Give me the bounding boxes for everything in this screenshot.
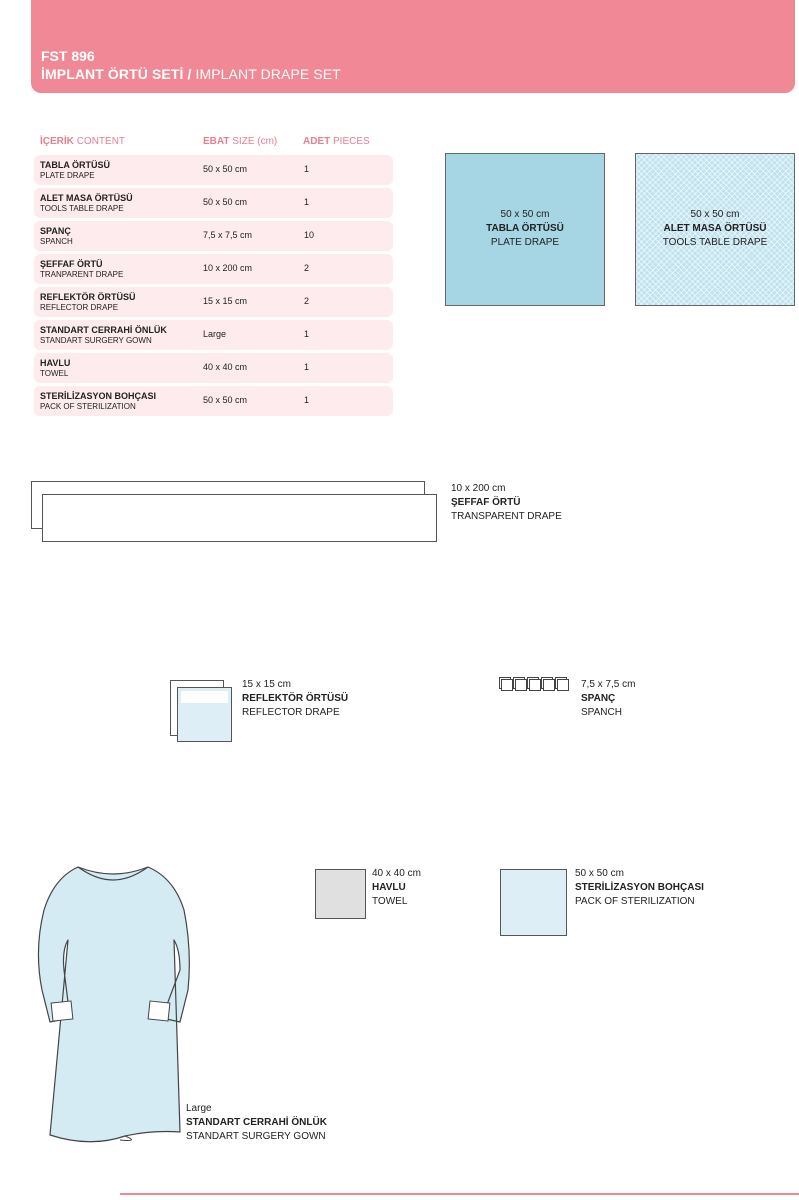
row-item-tr: STERİLİZASYON BOHÇASI [40,391,157,401]
row-item-en: SPANCH [40,237,73,246]
towel-name-tr: HAVLU [372,882,406,893]
reflector-name-en: REFLECTOR DRAPE [242,707,340,718]
row-qty: 2 [304,296,310,306]
transparent-drape-front [42,494,437,542]
row-size: 50 x 50 cm [203,395,248,405]
gown-name-tr: STANDART CERRAHİ ÖNLÜK [186,1117,327,1128]
spanch-name-tr: SPANÇ [581,693,616,704]
towel-label [372,867,421,909]
reflector-strip [181,691,228,703]
row-item-en: TRANPARENT DRAPE [40,270,124,279]
row-item-tr: REFLEKTÖR ÖRTÜSÜ [40,292,136,302]
sterilization-name-en: PACK OF STERILIZATION [575,896,695,907]
row-item-tr: ŞEFFAF ÖRTÜ [40,259,103,269]
col-size-en: SIZE (cm) [232,136,278,147]
transparent-name-tr: ŞEFFAF ÖRTÜ [451,497,521,508]
tools-name-tr: ALET MASA ÖRTÜSÜ [663,223,767,234]
transparent-drape-label [451,482,562,524]
table-row [34,221,393,251]
tools-table-drape-label [635,208,795,250]
surgical-gown-illustration [30,850,190,1146]
product-code: FST 896 [41,48,95,64]
row-size: 50 x 50 cm [203,164,248,174]
spanch-name-en: SPANCH [581,707,622,718]
table-row [34,353,393,383]
row-item-en: REFLECTOR DRAPE [40,303,119,312]
gown-size: Large [186,1103,212,1114]
row-item-tr: HAVLU [40,358,71,368]
row-qty: 1 [304,164,310,174]
spanch-label [581,678,635,720]
row-item-en: TOWEL [40,369,69,378]
transparent-size: 10 x 200 cm [451,483,506,494]
sterilization-pack-illustration [500,869,567,936]
row-item-tr: TABLA ÖRTÜSÜ [40,160,110,170]
table-row [34,254,393,284]
towel-illustration [315,869,366,919]
reflector-size: 15 x 15 cm [242,679,291,690]
sterilization-pack-label [575,867,704,909]
table-row [34,188,393,218]
sterilization-size: 50 x 50 cm [575,868,624,879]
row-item-tr: SPANÇ [40,226,71,236]
plate-drape-label [445,208,605,250]
transparent-name-en: TRANSPARENT DRAPE [451,511,562,522]
row-size: 40 x 40 cm [203,362,248,372]
towel-size: 40 x 40 cm [372,868,421,879]
row-item-en: STANDART SURGERY GOWN [40,336,152,345]
row-qty: 2 [304,263,310,273]
spanch-size: 7,5 x 7,5 cm [581,679,636,690]
plate-size: 50 x 50 cm [500,209,550,220]
row-item-en: TOOLS TABLE DRAPE [40,204,124,213]
row-qty: 1 [304,362,310,372]
row-item-en: PACK OF STERILIZATION [40,402,136,411]
surgical-gown-label [186,1102,327,1144]
row-size: 50 x 50 cm [203,197,248,207]
footer-divider [120,1193,799,1195]
tools-size: 50 x 50 cm [690,209,740,220]
table-row [34,287,393,317]
plate-name-en: PLATE DRAPE [490,237,560,248]
table-row [34,386,393,416]
plate-name-tr: TABLA ÖRTÜSÜ [486,223,564,234]
row-item-en: PLATE DRAPE [40,171,95,180]
col-qty-tr: ADET [303,136,331,147]
row-qty: 1 [304,395,310,405]
spanch-illustration [498,676,570,692]
col-content-en: CONTENT [76,136,126,147]
reflector-name-tr: REFLEKTÖR ÖRTÜSÜ [242,693,349,704]
sterilization-name-tr: STERİLİZASYON BOHÇASI [575,882,704,893]
title-en: IMPLANT DRAPE SET [195,66,341,82]
col-header-qty [303,136,370,147]
row-size: 7,5 x 7,5 cm [203,230,253,240]
towel-name-en: TOWEL [372,896,408,907]
col-qty-en: PIECES [333,136,370,147]
table-row [34,320,393,350]
row-qty: 10 [304,230,315,240]
row-qty: 1 [304,197,310,207]
page-header [31,0,795,93]
row-size: 10 x 200 cm [203,263,253,273]
row-size: Large [203,329,227,339]
title-tr: İMPLANT ÖRTÜ SETİ [41,66,184,82]
col-header-content [40,136,125,147]
page-title [41,66,341,82]
row-item-tr: STANDART CERRAHİ ÖNLÜK [40,325,167,335]
reflector-drape-front [177,687,232,742]
col-size-tr: EBAT [203,136,230,147]
tools-name-en: TOOLS TABLE DRAPE [662,237,768,248]
col-header-size [203,136,277,147]
reflector-drape-label [242,678,348,720]
row-qty: 1 [304,329,310,339]
col-content-tr: İÇERİK [40,136,74,147]
gown-name-en: STANDART SURGERY GOWN [186,1131,326,1142]
row-size: 15 x 15 cm [203,296,248,306]
table-row [34,155,393,185]
title-separator: / [183,66,196,82]
row-item-tr: ALET MASA ÖRTÜSÜ [40,193,133,203]
